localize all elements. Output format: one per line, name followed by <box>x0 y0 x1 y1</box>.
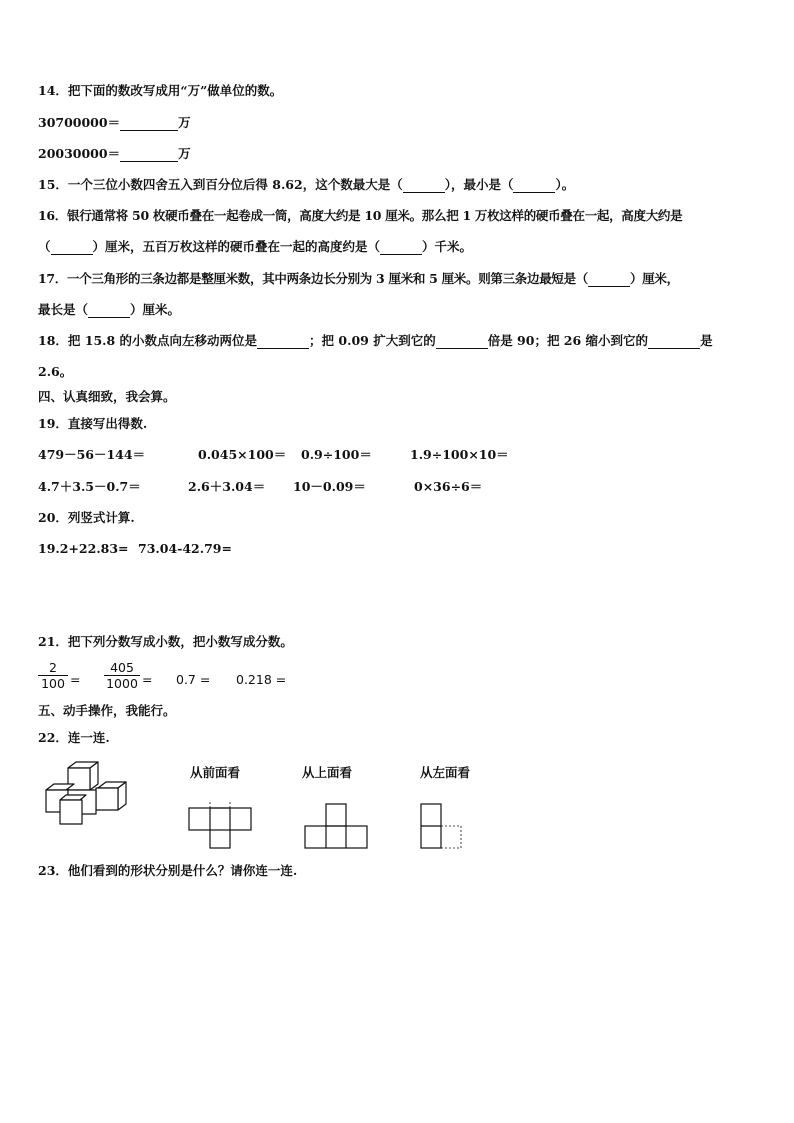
view-shape-left[interactable] <box>420 800 464 850</box>
q14-a-number: 30700000＝ <box>38 115 121 130</box>
q20-prompt: 20．列竖式计算. <box>38 510 135 525</box>
equals-sign: = <box>70 672 81 687</box>
fraction-denominator: 1000 <box>106 676 138 691</box>
view-label-left: 从左面看 <box>420 765 471 780</box>
q16-line-2 <box>38 239 472 255</box>
q15-text-2: ），最小是（ <box>444 177 514 192</box>
cube-stack-figure <box>40 760 140 830</box>
q18-text-4: 是 <box>700 333 713 348</box>
q17-text-a: 17．一个三角形的三条边都是整厘米数，其中两条边长分别为 3 厘米和 5 厘米。则第三条边最短是（ <box>38 271 588 286</box>
q17-line-1 <box>38 271 679 287</box>
q19-expr: 0.9÷100＝ <box>301 447 372 462</box>
q14-b-number: 20030000＝ <box>38 146 121 161</box>
q17-text-b: ）厘米， <box>630 271 679 286</box>
section-5-heading: 五、动手操作，我能行。 <box>38 703 176 718</box>
answer-blank[interactable] <box>120 118 178 131</box>
fraction-numerator: 405 <box>104 660 140 676</box>
equals-sign: = <box>142 672 153 687</box>
q21-decimal-1: 0.7 = <box>176 672 211 687</box>
q21-fraction-2 <box>104 660 140 691</box>
q15-text-3: ）。 <box>555 177 575 192</box>
fraction-numerator: 2 <box>38 660 68 676</box>
q19-prompt: 19．直接写出得数. <box>38 416 148 431</box>
view-label-top: 从上面看 <box>302 765 353 780</box>
q14-a-unit: 万 <box>178 115 191 130</box>
q19-expr: 2.6＋3.04＝ <box>188 479 266 494</box>
q17-line-2 <box>38 302 180 318</box>
q14-item-a <box>38 115 191 131</box>
answer-blank[interactable] <box>120 149 178 162</box>
answer-blank[interactable] <box>88 305 130 318</box>
q14-item-b <box>38 146 191 162</box>
q19-expr: 0×36÷6＝ <box>414 479 483 494</box>
q18-text-2: ；把 0.09 扩大到它的 <box>309 333 436 348</box>
answer-blank[interactable] <box>380 242 422 255</box>
q16-text-c: ）千米。 <box>422 239 473 254</box>
q23-prompt: 23．他们看到的形状分别是什么？请你连一连. <box>38 863 298 878</box>
answer-blank[interactable] <box>648 336 700 349</box>
q16-line-1: 16．银行通常将 50 枚硬币叠在一起卷成一筒，高度大约是 10 厘米。那么把 1 万枚这样的硬币叠在一起，高度大约是 <box>38 208 683 223</box>
q21-fraction-1 <box>38 660 68 691</box>
section-4-heading: 四、认真细致，我会算。 <box>38 389 176 404</box>
q19-expr: 479－56－144＝ <box>38 447 146 462</box>
q19-expr: 0.045×100＝ <box>198 447 287 462</box>
q20-item: 73.04-42.79= <box>138 541 232 556</box>
view-shape-front[interactable] <box>188 800 252 850</box>
q15-line <box>38 177 574 193</box>
q18-continuation: 2.6。 <box>38 364 73 379</box>
q19-expr: 10－0.09＝ <box>293 479 366 494</box>
answer-blank[interactable] <box>51 242 93 255</box>
answer-blank[interactable] <box>436 336 488 349</box>
view-label-front: 从前面看 <box>190 765 241 780</box>
answer-blank[interactable] <box>403 180 445 193</box>
q16-text-b: ）厘米，五百万枚这样的硬币叠在一起的高度约是（ <box>92 239 381 254</box>
q21-prompt: 21．把下列分数写成小数，把小数写成分数。 <box>38 634 293 649</box>
q14-prompt: 14．把下面的数改写成用“万”做单位的数。 <box>38 83 283 98</box>
view-shape-top[interactable] <box>304 800 368 850</box>
q19-expr: 1.9÷100×10＝ <box>410 447 509 462</box>
q16-text-a: （ <box>38 239 51 254</box>
q17-text-c: 最长是（ <box>38 302 89 317</box>
q21-decimal-2: 0.218 = <box>236 672 287 687</box>
q20-item: 19.2+22.83= <box>38 541 129 556</box>
fraction-denominator: 100 <box>41 676 65 691</box>
answer-blank[interactable] <box>513 180 555 193</box>
answer-blank[interactable] <box>588 274 630 287</box>
q17-text-d: ）厘米。 <box>130 302 181 317</box>
q14-b-unit: 万 <box>178 146 191 161</box>
q18-text-1: 18．把 15.8 的小数点向左移动两位是 <box>38 333 258 348</box>
q15-text-1: 15．一个三位小数四舍五入到百分位后得 8.62，这个数最大是（ <box>38 177 403 192</box>
q18-line <box>38 333 713 349</box>
answer-blank[interactable] <box>257 336 309 349</box>
q19-expr: 4.7＋3.5－0.7＝ <box>38 479 141 494</box>
q18-text-3: 倍是 90；把 26 缩小到它的 <box>487 333 649 348</box>
q22-prompt: 22．连一连. <box>38 730 110 745</box>
